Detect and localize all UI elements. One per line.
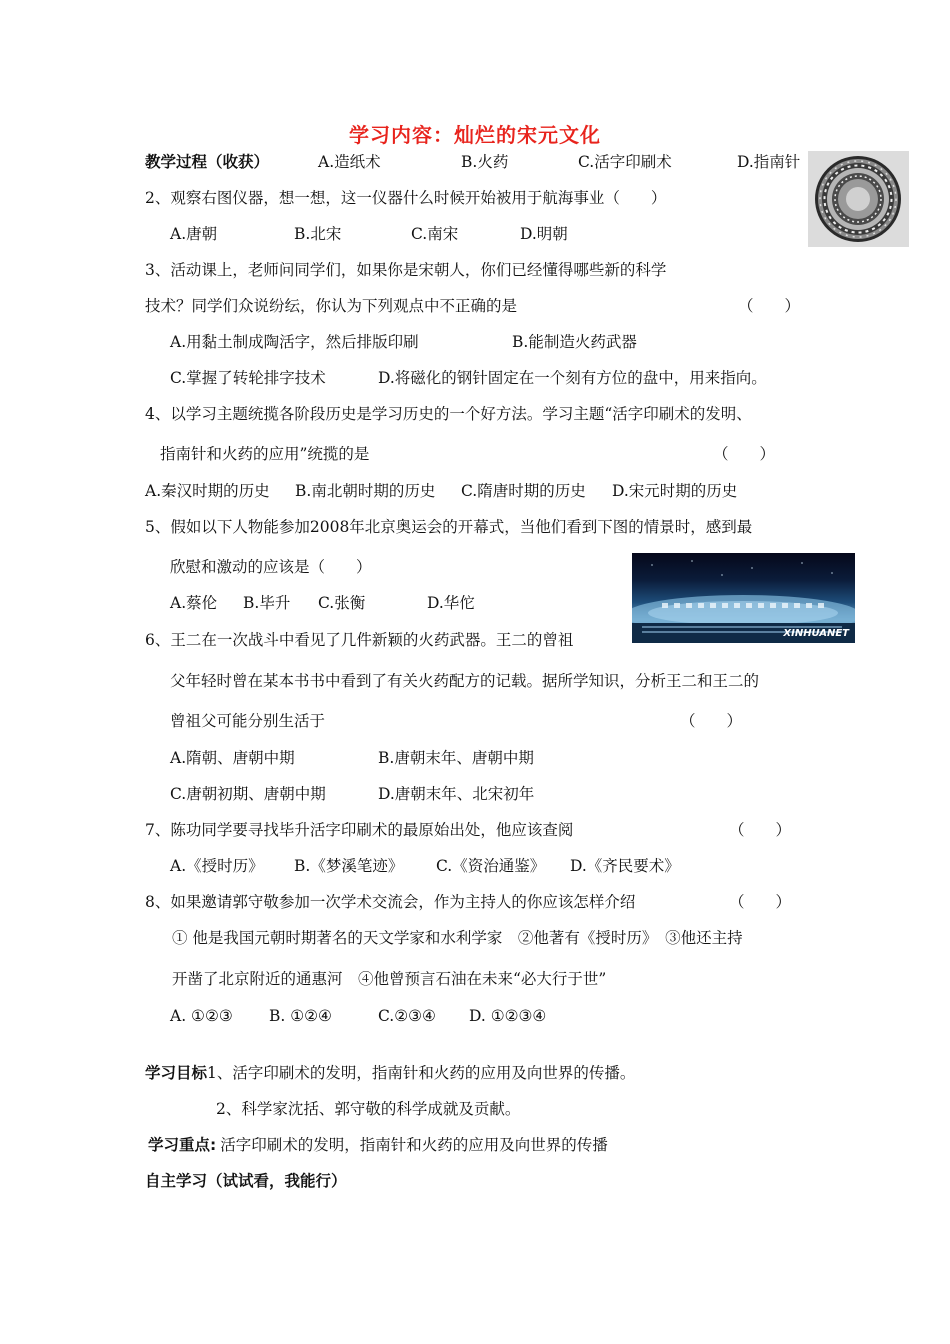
q1-option-b: B.火药	[461, 153, 509, 171]
q4-answer-paren: （ ）	[713, 445, 776, 463]
q7-answer-paren: （ ）	[729, 821, 792, 839]
image-caption: XINHUANET	[783, 628, 849, 639]
q3-option-a: A.用黏土制成陶活字，然后排版印刷	[170, 333, 419, 351]
q5-option-a: A.蔡伦	[170, 594, 218, 612]
q5-option-c: C.张衡	[318, 594, 366, 612]
q3-option-d: D.将磁化的钢针固定在一个刻有方位的盘中，用来指向。	[378, 369, 767, 387]
q7-option-d: D.《齐民要术》	[570, 857, 680, 875]
self-study-heading: 自主学习（试试看，我能行）	[145, 1172, 347, 1190]
q8-option-b: B. ①②④	[269, 1007, 332, 1025]
q7-option-b: B.《梦溪笔迹》	[294, 857, 404, 875]
q5-line2: 欣慰和激动的应该是（ ）	[170, 558, 372, 576]
q8-answer-paren: （ ）	[729, 893, 792, 911]
q7-option-a: A.《授时历》	[170, 857, 264, 875]
q6-option-d: D.唐朝末年、北宋初年	[378, 785, 535, 803]
q4-option-c: C.隋唐时期的历史	[461, 482, 586, 500]
q4-option-b: B.南北朝时期的历史	[295, 482, 436, 500]
q3-line2: 技术？同学们众说纷纭，你认为下列观点中不正确的是	[145, 297, 518, 315]
q1-option-d: D.指南针	[737, 153, 801, 171]
q6-line1: 6、王二在一次战斗中看见了几件新颖的火药武器。王二的曾祖	[145, 631, 574, 649]
q1-option-c: C.活字印刷术	[578, 153, 672, 171]
q6-option-a: A.隋朝、唐朝中期	[170, 749, 295, 767]
q7-option-c: C.《资治通鉴》	[436, 857, 546, 875]
q5-option-b: B.毕升	[243, 594, 291, 612]
q6-line2: 父年轻时曾在某本书书中看到了有关火药配方的记载。据所学知识，分析王二和王二的	[170, 672, 760, 690]
learning-focus-text: 活字印刷术的发明，指南针和火药的应用及向世界的传播	[220, 1136, 608, 1154]
q6-line3: 曾祖父可能分别生活于	[170, 712, 326, 730]
q4-option-d: D.宋元时期的历史	[612, 482, 738, 500]
q7-text: 7、陈功同学要寻找毕升活字印刷术的最原始出处，他应该查阅	[145, 821, 574, 839]
q2-option-b: B.北宋	[294, 225, 342, 243]
compass-image	[808, 151, 909, 247]
q6-option-c: C.唐朝初期、唐朝中期	[170, 785, 326, 803]
q2-option-a: A.唐朝	[170, 225, 218, 243]
learning-goals-label: 学习目标	[145, 1064, 208, 1082]
q5-line1: 5、假如以下人物能参加2008年北京奥运会的开幕式，当他们看到下图的情景时，感到最	[145, 518, 753, 536]
q6-option-b: B.唐朝末年、唐朝中期	[378, 749, 534, 767]
q1-option-a: A.造纸术	[318, 153, 381, 171]
q8-text: 8、如果邀请郭守敬参加一次学术交流会，作为主持人的你应该怎样介绍	[145, 893, 636, 911]
q4-line1: 4、以学习主题统揽各阶段历史是学习历史的一个好方法。学习主题“活字印刷术的发明、	[145, 405, 752, 423]
q2-text: 2、观察右图仪器，想一想，这一仪器什么时候开始被用于航海事业（ ）	[145, 189, 667, 207]
q3-option-c: C.掌握了转轮排字技术	[170, 369, 326, 387]
learning-goal-1: 1、活字印刷术的发明，指南针和火药的应用及向世界的传播。	[207, 1064, 636, 1082]
q3-answer-paren: （ ）	[738, 297, 801, 315]
q3-line1: 3、活动课上，老师问同学们，如果你是宋朝人，你们已经懂得哪些新的科学	[145, 261, 667, 279]
learning-focus	[148, 1134, 608, 1156]
q8-option-c: C.②③④	[378, 1007, 436, 1025]
q8-option-d: D. ①②③④	[469, 1007, 547, 1025]
q5-option-d: D.华佗	[427, 594, 475, 612]
q8-line3: 开凿了北京附近的通惠河 ④他曾预言石油在未来“必大行于世”	[172, 970, 607, 988]
teaching-process-label: 教学过程（收获）	[145, 153, 270, 171]
olympic-ceremony-image	[632, 553, 855, 643]
learning-goal-2: 2、科学家沈括、郭守敬的科学成就及贡献。	[216, 1100, 521, 1118]
q6-answer-paren: （ ）	[680, 712, 743, 730]
learning-goals	[145, 1062, 635, 1084]
q2-option-c: C.南宋	[411, 225, 459, 243]
page-title: 学习内容：灿烂的宋元文化	[349, 123, 601, 147]
q4-option-a: A.秦汉时期的历史	[145, 482, 270, 500]
q3-option-b: B.能制造火药武器	[512, 333, 637, 351]
q8-line2: ① 他是我国元朝时期著名的天文学家和水利学家 ②他著有《授时历》 ③他还主持	[172, 929, 743, 947]
learning-focus-label: 学习重点:	[148, 1136, 217, 1154]
q2-option-d: D.明朝	[520, 225, 568, 243]
q4-line2: 指南针和火药的应用”统揽的是	[160, 445, 370, 463]
q8-option-a: A. ①②③	[170, 1007, 233, 1025]
